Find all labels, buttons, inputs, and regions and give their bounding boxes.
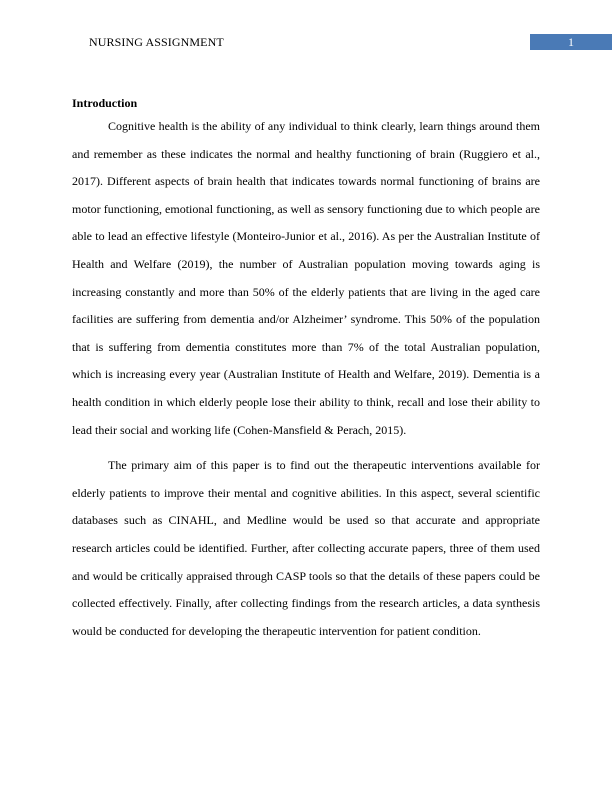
paragraph-2: The primary aim of this paper is to find out the therapeutic interventions available for elderly patients to improve their mental and cognitive abilities. In this aspect, several scientific databases such as CINAHL, and Medline would be used so that accurate and appropriate research articles could be identified. Further, after collecting accurate papers, three of them used and would be critically appraised through CASP tools so that the details of these papers could be collected effectively. Finally, after collecting findings from the research articles, a data synthesis would be conducted for developing the therapeutic intervention for patient condition. [72, 458, 540, 638]
document-body [72, 94, 540, 645]
running-header-title: NURSING ASSIGNMENT [89, 35, 224, 49]
page-number-badge: 1 [530, 34, 612, 50]
paragraph-1: Cognitive health is the ability of any individual to think clearly, learn things around them and remember as these indicates the normal and healthy functioning of brain (Ruggiero et al., 2017). Different aspects of brain health that indicates towards normal functioning of brains are motor functioning, emotional functioning, as well as sensory functioning due to which people are able to lead an effective lifestyle (Monteiro-Junior et al., 2016). As per the Australian Institute of Health and Welfare (2019), the number of Australian population moving towards aging is increasing constantly and more than 50% of the elderly patients that are living in the aged care facilities are suffering from dementia and/or Alzheimer’ syndrome. This 50% of the population that is suffering from dementia constitutes more than 7% of the total Australian population, which is increasing every year (Australian Institute of Health and Welfare, 2019). Dementia is a health condition in which elderly people lose their ability to think, recall and lose their ability to lead their social and working life (Cohen-Mansfield & Perach, 2015). [72, 119, 540, 437]
section-heading: Introduction [72, 96, 138, 110]
